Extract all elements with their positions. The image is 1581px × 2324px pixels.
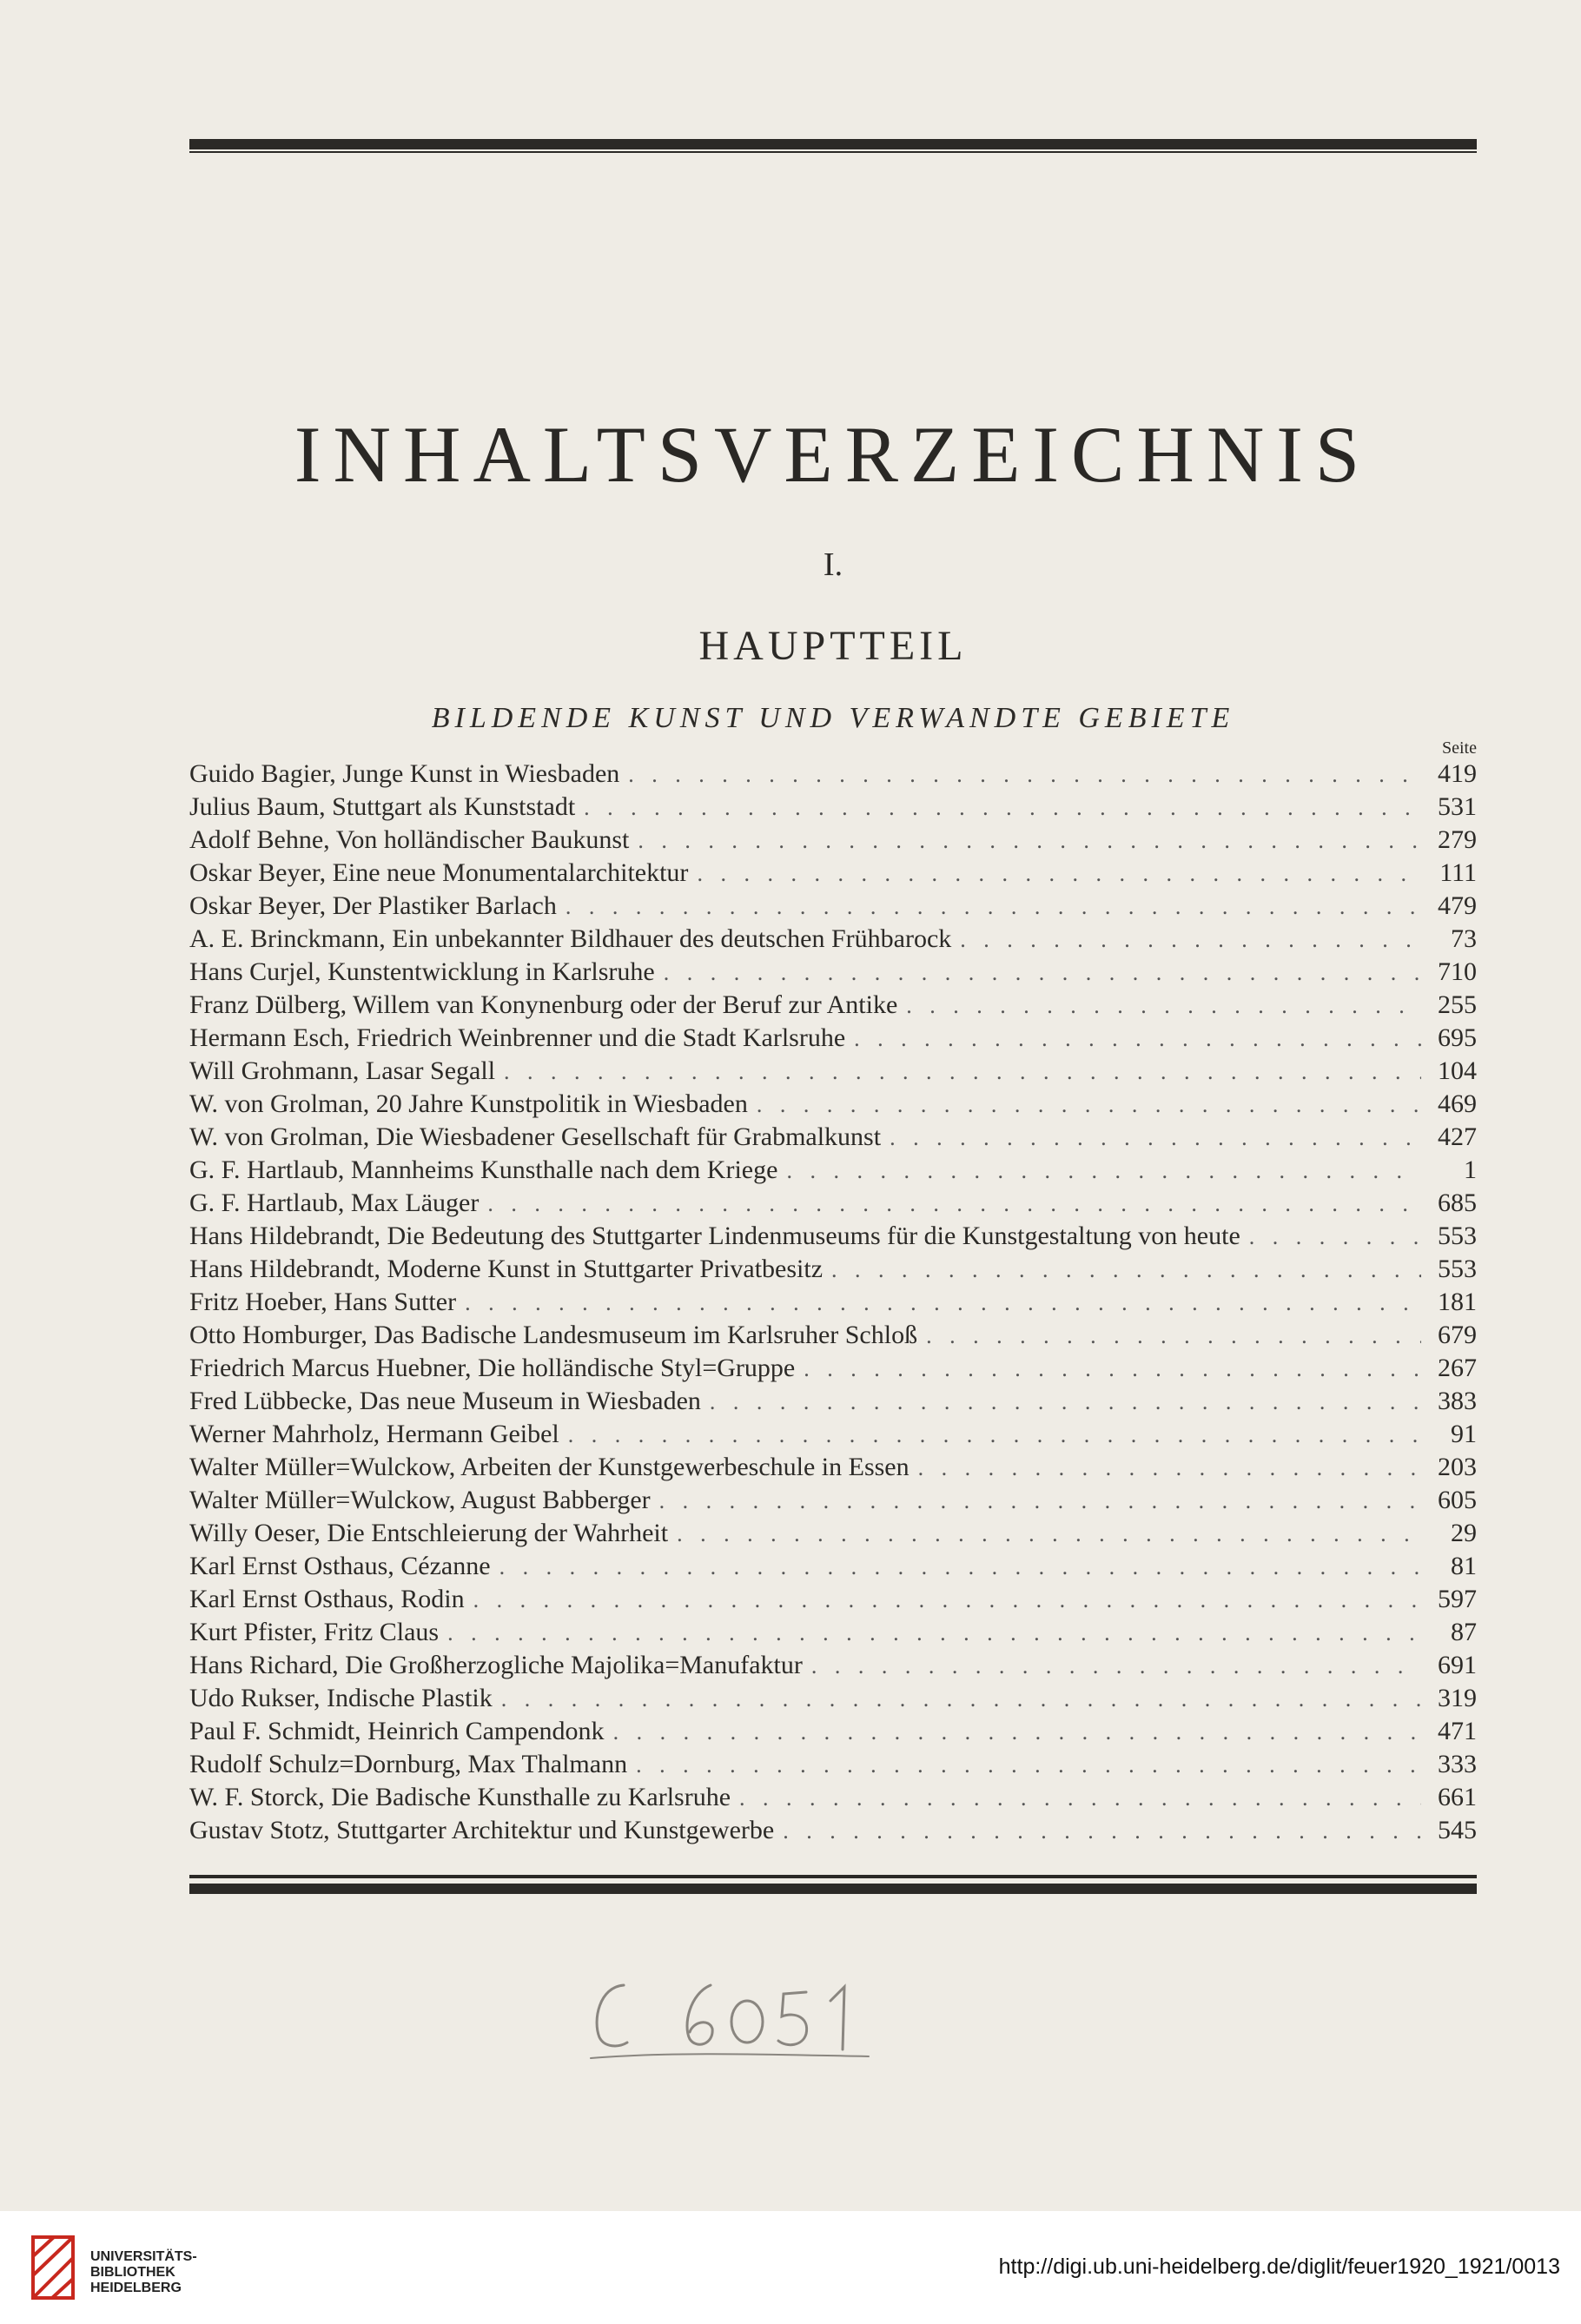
toc-entry-title: Oskar Beyer, Der Plastiker Barlach	[189, 891, 557, 920]
toc-entry-page: 333	[1438, 1750, 1477, 1778]
toc-entry	[189, 824, 1477, 857]
toc-entry-page: 605	[1438, 1486, 1477, 1514]
dot-leader	[697, 857, 1421, 891]
toc-entry	[189, 758, 1477, 791]
toc-entry	[189, 1451, 1477, 1484]
library-name-line: BIBLIOTHEK	[90, 2265, 175, 2280]
toc-entry	[189, 1748, 1477, 1781]
toc-entry-title: Rudolf Schulz=Dornburg, Max Thalmann	[189, 1750, 628, 1778]
toc-entry	[189, 989, 1477, 1022]
toc-entry-page: 29	[1451, 1519, 1477, 1547]
toc-entry-title: Franz Dülberg, Willem van Konynenburg oder der Beruf zur Antike	[189, 990, 898, 1019]
toc-entry	[189, 1154, 1477, 1187]
toc-entry-page: 661	[1438, 1783, 1477, 1811]
toc-entry-page: 685	[1438, 1188, 1477, 1217]
toc-entry-title: Kurt Pfister, Fritz Claus	[189, 1618, 440, 1646]
toc-entry-page: 267	[1438, 1354, 1477, 1382]
toc-entry	[189, 857, 1477, 890]
dot-leader	[465, 1287, 1421, 1320]
dot-leader	[613, 1716, 1421, 1749]
toc-entry	[189, 791, 1477, 824]
toc-entry-title: W. F. Storck, Die Badische Kunsthalle zu Karlsruhe	[189, 1783, 731, 1811]
toc-entry	[189, 1814, 1477, 1847]
dot-leader	[918, 1452, 1421, 1485]
toc-entry	[189, 1187, 1477, 1220]
dot-leader	[804, 1353, 1421, 1386]
toc-entry-title: Julius Baum, Stuttgart als Kunststadt	[189, 792, 576, 821]
toc-entry-title: Walter Müller=Wulckow, August Babberger	[189, 1486, 651, 1514]
dot-leader	[1249, 1221, 1421, 1254]
toc-entry-title: Otto Homburger, Das Badische Landesmuseum im Karlsruher Schloß	[189, 1321, 918, 1349]
toc-entry	[189, 1583, 1477, 1616]
toc-entry-title: W. von Grolman, Die Wiesbadener Gesellschaft für Grabmalkunst	[189, 1122, 882, 1151]
toc-entry-title: Walter Müller=Wulckow, Arbeiten der Kunstgewerbeschule in Essen	[189, 1453, 910, 1481]
toc-entry-title: Guido Bagier, Junge Kunst in Wiesbaden	[189, 759, 620, 788]
toc-entry-page: 319	[1438, 1684, 1477, 1712]
toc-entry-title: Hermann Esch, Friedrich Weinbrenner und die Stadt Karlsruhe	[189, 1023, 846, 1052]
toc-entry	[189, 1319, 1477, 1352]
toc-entry-title: Fritz Hoeber, Hans Sutter	[189, 1288, 457, 1316]
viewer-footer	[0, 2211, 1581, 2324]
dot-leader	[890, 1122, 1421, 1155]
page-title: INHALTSVERZEICHNIS	[294, 410, 1373, 499]
toc-entry	[189, 1253, 1477, 1286]
toc-entry-title: Oskar Beyer, Eine neue Monumentalarchitektur	[189, 858, 689, 887]
dot-leader	[473, 1584, 1421, 1617]
bottom-rule-thick	[189, 1884, 1477, 1894]
toc-entry-page: 691	[1438, 1651, 1477, 1679]
toc-entry-page: 597	[1438, 1585, 1477, 1613]
university-library-logo-icon	[28, 2230, 78, 2305]
toc-entry-page: 181	[1438, 1288, 1477, 1316]
toc-entry-title: Karl Ernst Osthaus, Rodin	[189, 1585, 465, 1613]
page-url-link[interactable]: http://digi.ub.uni-heidelberg.de/diglit/feuer1920_1921/0013	[998, 2254, 1560, 2279]
dot-leader	[831, 1254, 1421, 1287]
toc-entry-page: 553	[1438, 1222, 1477, 1250]
toc-entry-title: Friedrich Marcus Huebner, Die holländische Styl=Gruppe	[189, 1354, 796, 1382]
top-rule	[189, 139, 1477, 149]
toc-entry-title: Paul F. Schmidt, Heinrich Campendonk	[189, 1717, 605, 1745]
toc-entry-page: 104	[1438, 1056, 1477, 1085]
toc-entry-page: 710	[1438, 957, 1477, 986]
handwritten-shelfmark	[573, 1968, 903, 2063]
toc-entry-title: Karl Ernst Osthaus, Cézanne	[189, 1552, 491, 1580]
toc-entry-title: W. von Grolman, 20 Jahre Kunstpolitik in Wiesbaden	[189, 1089, 748, 1118]
toc-entry-title: Adolf Behne, Von holländischer Baukunst	[189, 825, 630, 854]
toc-entry-page: 553	[1438, 1255, 1477, 1283]
toc-entry-page: 531	[1438, 792, 1477, 821]
part-title: HAUPTTEIL	[698, 623, 968, 669]
toc-entry-page: 91	[1451, 1420, 1477, 1448]
dot-leader	[659, 1485, 1421, 1518]
toc-entry	[189, 1286, 1477, 1319]
toc-entry-title: Will Grohmann, Lasar Segall	[189, 1056, 496, 1085]
toc-entry	[189, 1517, 1477, 1550]
dot-leader	[783, 1815, 1421, 1848]
toc-entry	[189, 1715, 1477, 1748]
toc-entry	[189, 1220, 1477, 1253]
section-title: BILDENDE KUNST UND VERWANDTE GEBIETE	[431, 702, 1235, 734]
dot-leader	[499, 1551, 1421, 1584]
dot-leader	[447, 1617, 1421, 1650]
toc-entry	[189, 1352, 1477, 1385]
toc-entry	[189, 890, 1477, 923]
toc-entry-page: 255	[1438, 990, 1477, 1019]
toc-entry	[189, 1055, 1477, 1088]
toc-entry-title: Hans Curjel, Kunstentwicklung in Karlsruhe	[189, 957, 655, 986]
toc-entry-page: 87	[1451, 1618, 1477, 1646]
toc-entry	[189, 1484, 1477, 1517]
toc-entry	[189, 1385, 1477, 1418]
dot-leader	[487, 1188, 1421, 1221]
toc-entry-page: 81	[1451, 1552, 1477, 1580]
toc-entry-title: Hans Richard, Die Großherzogliche Majolika=Manufaktur	[189, 1651, 803, 1679]
toc-entry	[189, 1781, 1477, 1814]
dot-leader	[501, 1683, 1421, 1716]
toc-entry	[189, 1649, 1477, 1682]
dot-leader	[739, 1782, 1421, 1815]
toc-entry-title: Willy Oeser, Die Entschleierung der Wahrheit	[189, 1519, 669, 1547]
toc-entry-page: 383	[1438, 1387, 1477, 1415]
dot-leader	[628, 758, 1421, 791]
dot-leader	[566, 891, 1421, 924]
dot-leader	[568, 1419, 1421, 1452]
toc-entry-title: Hans Hildebrandt, Moderne Kunst in Stuttgarter Privatbesitz	[189, 1255, 824, 1283]
toc-entry-page: 419	[1438, 759, 1477, 788]
dot-leader	[811, 1650, 1421, 1683]
toc-entry-page: 545	[1438, 1816, 1477, 1844]
part-number: I.	[823, 546, 843, 583]
toc-entry-title: Hans Hildebrandt, Die Bedeutung des Stuttgarter Lindenmuseums für die Kunstgestaltung von heute	[189, 1222, 1240, 1250]
bottom-rule-thin	[189, 1875, 1477, 1878]
library-name-line: HEIDELBERG	[90, 2281, 182, 2295]
dot-leader	[757, 1089, 1421, 1122]
toc-entry-page: 427	[1438, 1122, 1477, 1151]
dot-leader	[786, 1155, 1421, 1188]
dot-leader	[636, 1749, 1421, 1782]
toc-entry-title: G. F. Hartlaub, Mannheims Kunsthalle nach dem Kriege	[189, 1155, 778, 1184]
table-of-contents	[189, 758, 1477, 1847]
toc-entry-page: 471	[1438, 1717, 1477, 1745]
toc-entry-page: 469	[1438, 1089, 1477, 1118]
dot-leader	[638, 824, 1421, 857]
dot-leader	[677, 1518, 1421, 1551]
toc-entry	[189, 956, 1477, 989]
toc-entry-title: A. E. Brinckmann, Ein unbekannter Bildhauer des deutschen Frühbarock	[189, 924, 952, 953]
dot-leader	[854, 1023, 1421, 1056]
toc-entry	[189, 1088, 1477, 1121]
toc-entry	[189, 1682, 1477, 1715]
dot-leader	[710, 1386, 1421, 1419]
dot-leader	[906, 990, 1421, 1023]
toc-entry-page: 1	[1464, 1155, 1477, 1184]
page-column-label: Seite	[1442, 738, 1477, 758]
toc-entry-page: 479	[1438, 891, 1477, 920]
toc-entry-page: 203	[1438, 1453, 1477, 1481]
dot-leader	[584, 791, 1421, 824]
toc-entry-page: 111	[1439, 858, 1477, 887]
toc-entry	[189, 1550, 1477, 1583]
toc-entry	[189, 923, 1477, 956]
toc-entry-page: 279	[1438, 825, 1477, 854]
dot-leader	[504, 1056, 1421, 1089]
toc-entry-title: Gustav Stotz, Stuttgarter Architektur und Kunstgewerbe	[189, 1816, 775, 1844]
dot-leader	[926, 1320, 1421, 1353]
toc-entry-page: 695	[1438, 1023, 1477, 1052]
toc-entry-page: 679	[1438, 1321, 1477, 1349]
toc-entry	[189, 1022, 1477, 1055]
toc-entry-title: Fred Lübbecke, Das neue Museum in Wiesbaden	[189, 1387, 701, 1415]
toc-entry	[189, 1121, 1477, 1154]
dot-leader	[664, 957, 1421, 990]
toc-entry-page: 73	[1451, 924, 1477, 953]
toc-entry	[189, 1616, 1477, 1649]
toc-entry	[189, 1418, 1477, 1451]
library-name	[90, 2249, 197, 2296]
toc-entry-title: G. F. Hartlaub, Max Läuger	[189, 1188, 480, 1217]
toc-entry-title: Udo Rukser, Indische Plastik	[189, 1684, 493, 1712]
dot-leader	[960, 924, 1421, 957]
toc-entry-title: Werner Mahrholz, Hermann Geibel	[189, 1420, 559, 1448]
library-name-line: UNIVERSITÄTS-	[90, 2249, 197, 2264]
